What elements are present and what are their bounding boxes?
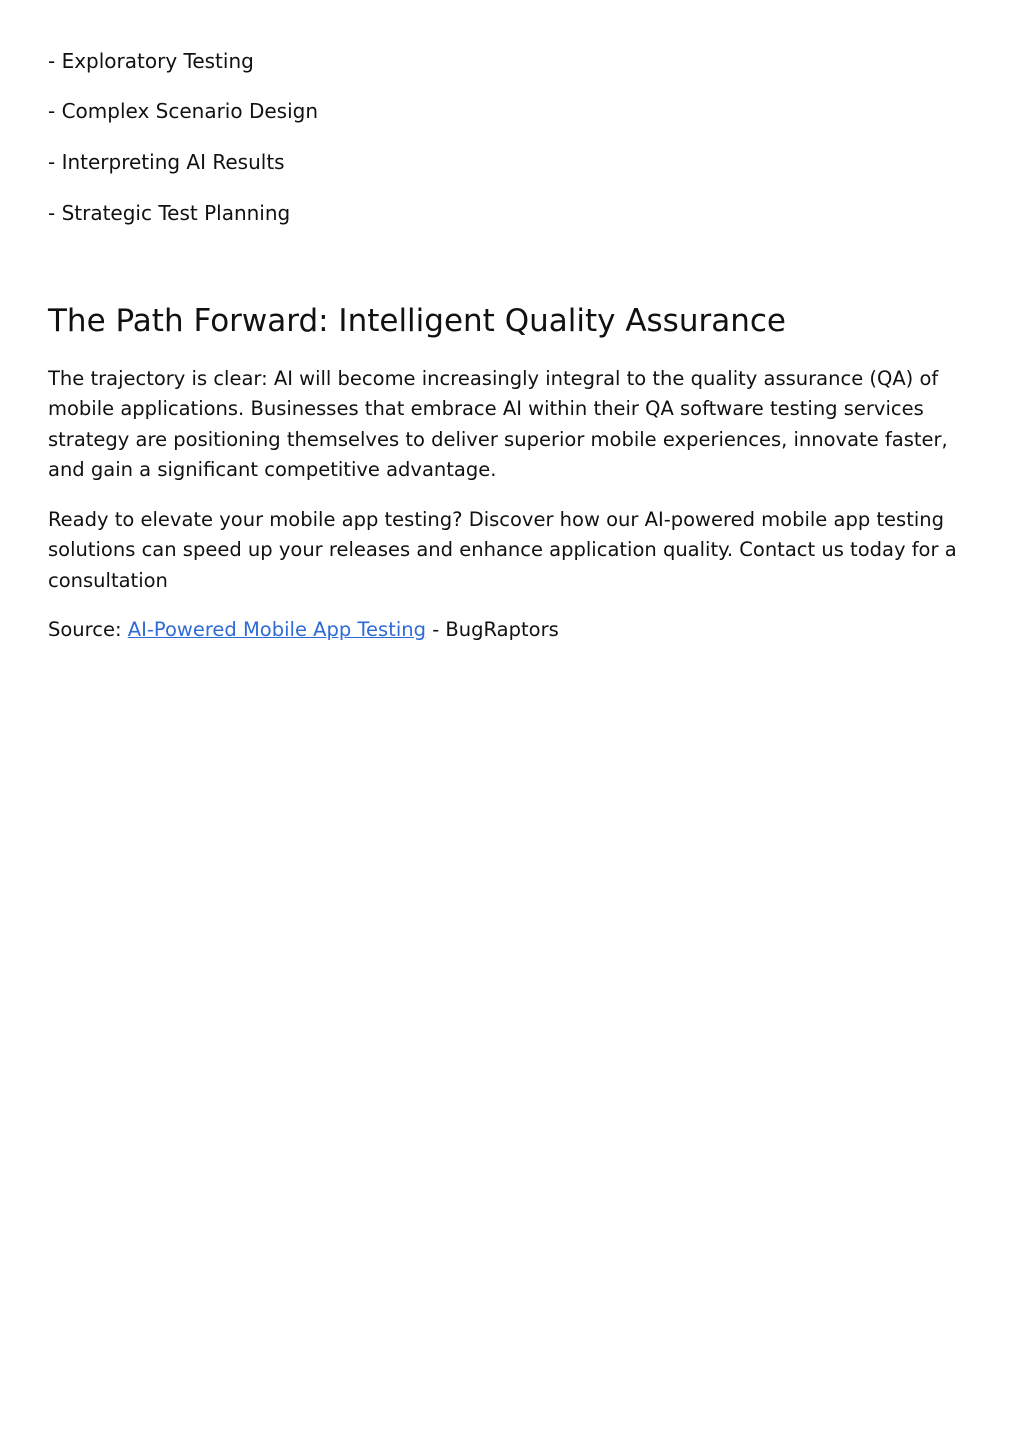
paragraph-trajectory: The trajectory is clear: AI will become increasingly integral to the quality assurance (QA) of mobile applications. Businesses that embrace AI within their QA software testing services strategy are positioning themselves to deliver superior mobile experiences, innovate faster, and gain a significant competitive advantage. bbox=[48, 367, 948, 481]
bullet-item-complex-scenario-design: - Complex Scenario Design bbox=[48, 99, 319, 123]
bullet-item-interpreting-ai-results: - Interpreting AI Results bbox=[48, 150, 285, 174]
bullet-item-strategic-test-planning: - Strategic Test Planning bbox=[48, 201, 291, 225]
section-heading: The Path Forward: Intelligent Quality Assurance bbox=[48, 303, 786, 339]
source-prefix: Source: bbox=[48, 618, 128, 641]
source-link[interactable]: AI-Powered Mobile App Testing bbox=[127, 618, 426, 641]
source-line bbox=[48, 615, 559, 645]
paragraph-call-to-action: Ready to elevate your mobile app testing? Discover how our AI-powered mobile app testing solutions can speed up your releases and enhance application quality. Contact us today for a consultation bbox=[48, 508, 957, 592]
source-suffix: - BugRaptors bbox=[426, 618, 559, 641]
bullet-item-exploratory-testing: - Exploratory Testing bbox=[48, 49, 254, 73]
